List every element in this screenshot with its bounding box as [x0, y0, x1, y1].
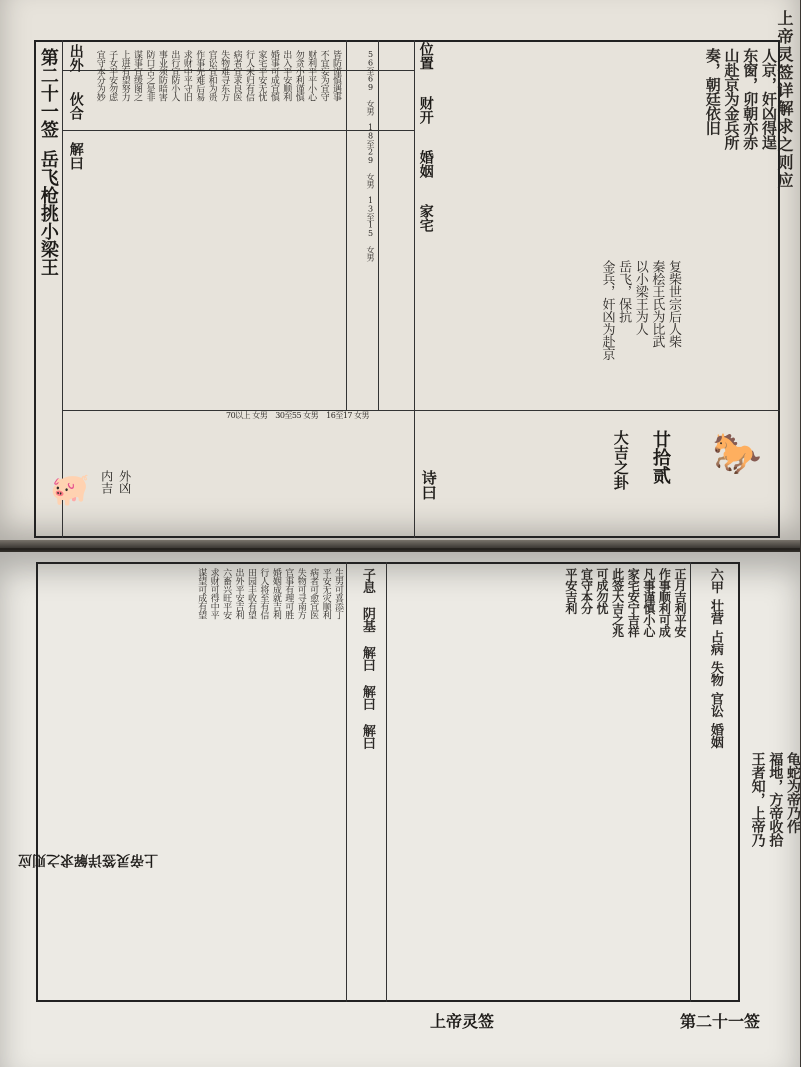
body-col: 出外平安吉利 [233, 568, 244, 619]
bottom-jie-headers [350, 568, 384, 998]
top-running-title: 上帝灵签详解求之则应 [775, 10, 794, 190]
header-wealth: 财开 [417, 96, 434, 124]
body-col: 婚姻成就吉利 [270, 568, 281, 619]
story-line: 岳飞，保抗 [616, 260, 632, 323]
story-line: 复柴世宗后人柴 [666, 260, 681, 348]
row-header: 六甲 [707, 568, 723, 593]
row-header: 失物 [707, 661, 723, 686]
body-col: 病者宜求良医 [231, 50, 242, 101]
poem-short-1: 大吉之卦 [611, 430, 630, 490]
header-location: 位置 [417, 42, 434, 70]
poem-line: 东窗，卯朝亦赤 [741, 48, 760, 150]
body-col: 谋事宜缓图之 [132, 50, 142, 101]
jie-header: 阴基 [359, 607, 375, 632]
row-header: 婚姻 [707, 723, 723, 748]
body-col: 家宅平安无忧 [256, 50, 267, 101]
body-col: 宜守本分为妙 [94, 50, 105, 101]
intro-block [690, 48, 776, 228]
body-col: 谋望可成有望 [196, 568, 207, 619]
body-col: 行人未归有信 [243, 50, 254, 101]
body-col: 事业须防暗害 [156, 50, 167, 101]
pic-caption-inner: 内吉 [99, 470, 114, 494]
body-col: 防口舌之是非 [144, 50, 155, 101]
header-outside: 出外 [67, 44, 84, 72]
body-col: 病者可愈宜医 [308, 568, 319, 619]
jie-header: 解曰 [359, 724, 375, 749]
grid-line [690, 562, 691, 1002]
body-col: 生男可喜添丁 [333, 568, 343, 619]
body-col: 上进有望努力 [119, 50, 130, 101]
bottom-sign-label: 第二十一签 [680, 1012, 761, 1031]
body-col: 求财中平守旧 [181, 50, 192, 101]
top-divider [62, 40, 63, 538]
body-col: 失物难寻东方 [219, 50, 230, 101]
body-col: 平安无灾顺利 [320, 568, 331, 619]
top-sign-name: 岳飞枪挑小梁王 [37, 150, 59, 276]
bottom-page [0, 552, 800, 1067]
poem-short-2: 廿拾贰 [649, 430, 671, 484]
body-col: 官事有理可胜 [283, 568, 294, 619]
poem-line: 龟蛇为帝乃作 [785, 752, 801, 833]
poem-line: 人京，奸凶得逞 [760, 48, 778, 150]
story-line: 金兵，奸凶为赴京 [599, 260, 615, 360]
age-label: 30至55 女男 [275, 411, 319, 420]
grid-line [378, 40, 379, 410]
age-label: 56至69 女男 [366, 50, 375, 115]
body-col: 失物可寻南方 [295, 568, 306, 619]
header-jie: 解曰 [67, 142, 84, 170]
body-col: 六畜兴旺平安 [221, 568, 232, 619]
body-col: 田园丰收有望 [245, 568, 256, 619]
body-col: 宜守本分 [579, 568, 594, 614]
header-marriage: 婚姻 [417, 150, 434, 178]
bottom-row-headers [694, 568, 736, 998]
age-label: 16至17 女男 [326, 411, 370, 420]
horse-illustration-icon: 🐎 [712, 431, 762, 477]
age-label: 18至29 女男 [366, 123, 375, 188]
bottom-body-left [42, 568, 342, 998]
body-col: 婚事可成宜慎 [268, 50, 279, 101]
jie-header: 子息 [359, 568, 375, 593]
grid-line [346, 40, 347, 410]
poem-title: 诗曰 [419, 470, 438, 500]
body-col: 求财可得中平 [208, 568, 219, 619]
age-labels-2 [226, 412, 406, 436]
grid-line [346, 562, 347, 1002]
intro-line: 山赴京为金兵所 [722, 48, 741, 150]
body-col: 作事顺利可成 [657, 568, 672, 637]
body-col: 出行宜防小人 [169, 50, 180, 101]
row-header: 壮营 [707, 599, 723, 624]
body-col: 不宜妄为宜守 [318, 50, 329, 101]
body-col: 家宅安宁吉祥 [626, 568, 641, 637]
header-partner: 伙合 [67, 92, 84, 120]
jie-header: 解曰 [359, 646, 375, 671]
pig-illustration-icon: 🐖 [50, 470, 90, 508]
body-col: 出入平安顺利 [281, 50, 292, 101]
age-label: 70以上 女男 [226, 411, 268, 420]
jie-header: 解曰 [359, 685, 375, 710]
bottom-running-title: 上帝灵签详解求之则应 [18, 851, 158, 868]
top-sign-label: 第二十一签 [37, 48, 59, 138]
body-col: 财利平平小心 [306, 50, 317, 101]
body-col: 子女平安勿虑 [107, 50, 118, 101]
age-labels [350, 50, 374, 405]
bottom-body-right [392, 568, 686, 998]
body-col: 勿贪小利谨慎 [293, 50, 304, 101]
story-block [420, 260, 680, 400]
bottom-running-title-2: 上帝灵签 [430, 1012, 495, 1031]
age-label: 13至15 女男 [366, 196, 375, 261]
body-col: 官讼宜和为贵 [206, 50, 217, 101]
body-col: 凡事谨慎小心 [641, 568, 656, 637]
poem-line: 福地，方帝收拾 [767, 752, 784, 847]
intro-line: 奏，朝廷依旧 [703, 48, 722, 135]
body-col: 此签大吉之兆 [610, 568, 625, 637]
body-col: 行人将至有信 [258, 568, 269, 619]
story-line: 以小梁王为人 [632, 260, 648, 335]
row-header: 官讼 [707, 692, 723, 717]
bottom-right-poem [746, 752, 800, 1012]
poem-line: 王者知，上帝乃 [749, 752, 766, 847]
pic-caption-outer: 外凶 [117, 470, 132, 494]
body-col: 皆防谨慎遇事 [331, 50, 341, 101]
body-col: 正月吉利平安 [673, 568, 687, 637]
row-header: 占病 [707, 630, 723, 655]
grid-line [62, 410, 780, 411]
grid-line [386, 562, 387, 1002]
top-body-text [90, 50, 340, 405]
body-col: 平安吉利 [563, 568, 578, 614]
grid-line [414, 40, 415, 538]
body-col: 可成勿忧 [595, 568, 610, 614]
body-col: 作事先难后易 [194, 50, 205, 101]
story-line: 秦桧王氏为比武 [649, 260, 665, 348]
header-family: 家宅 [417, 204, 434, 232]
